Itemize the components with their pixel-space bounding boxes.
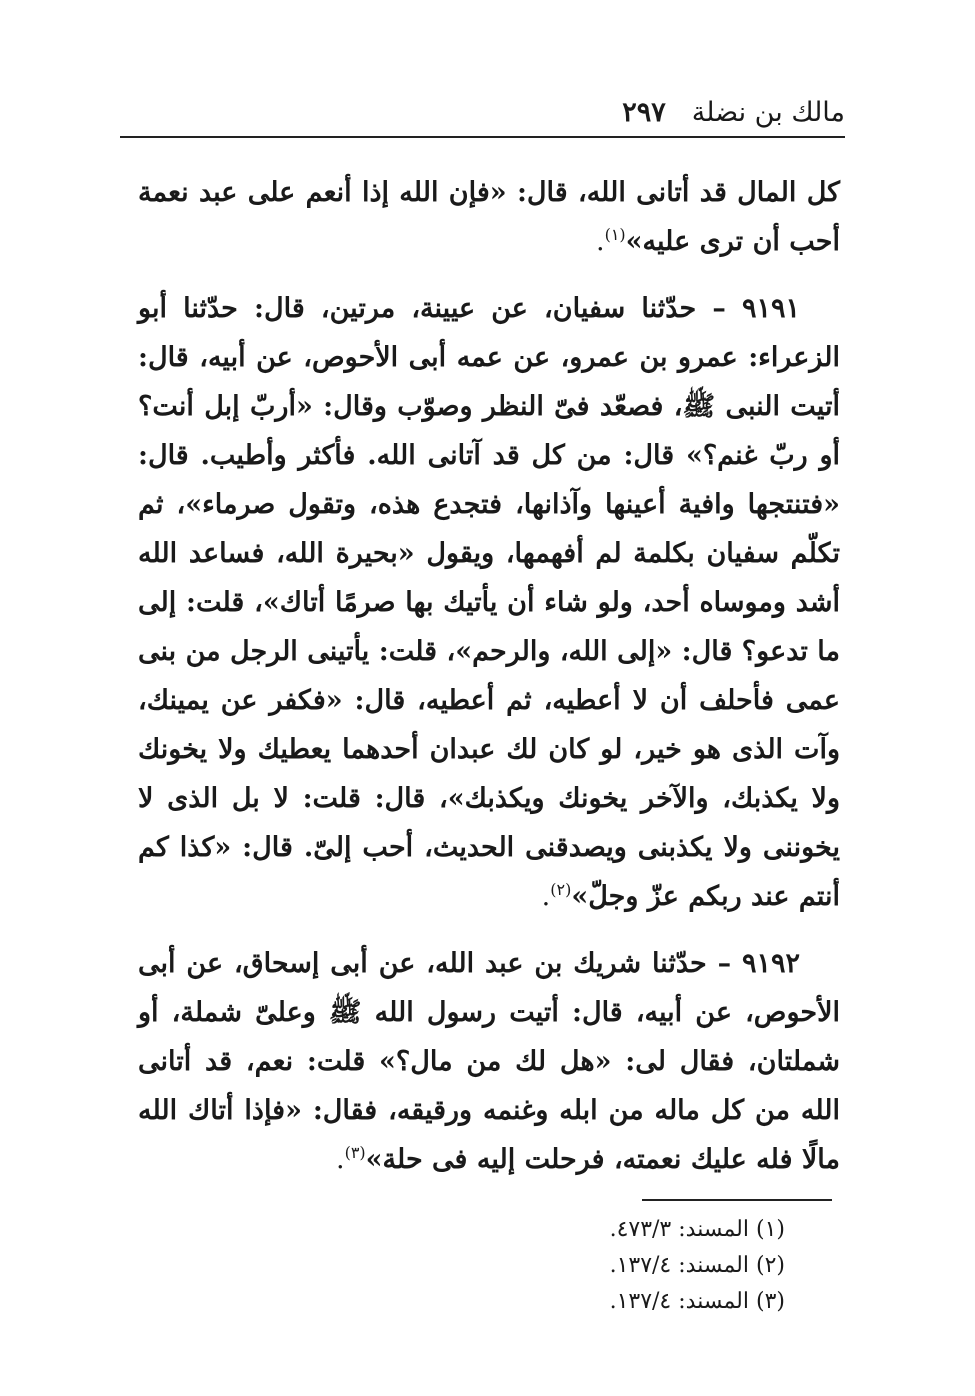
hadith-9191: ٩١٩١ – حدّثنا سفيان، عن عيينة، مرتين، قال: حدّثنا أبو الزعراء: عمرو بن عمرو، عن عمه أبى الأحوص، عن أبيه، قال: أتيت النبى ﷺ، فصعّد فىّ النظر وصوّب وقال: «أربّ إبل أنت؟ أو ربّ غنم؟» قال: من كل قد آتانى الله. فأكثر وأطيب. قال: «فتنتجها وافية أعينها وآذانها، فتجدع هذه، وتقول صرماء»، ثم تكلّم سفيان بكلمة لم أفهمها، ويقول «بحيرة الله، فساعد الله أشد وموساه أحد، ولو شاء أن يأتيك بها صرمًا أتاك»، قلت: إلى ما تدعو؟ قال: «إلى الله، والرحم»، قلت: يأتينى الرجل من بنى عمى فأحلف أن لا أعطيه، ثم أعطيه، قال: «فكفر عن يمينك، وآت الذى هو خير، لو كان لك عبدان أحدهما يعطيك ولا يخونك ولا يكذبك، والآخر يخونك ويكذبك»، قال: قلت: لا بل الذى لا يخوننى ولا يكذبنى ويصدقنى الحديث، أحب إلىّ. قال: «كذا كم أنتم عند ربكم عزّ وجلّ»$^{(٢)}$. — [138, 293, 840, 912]
running-header — [120, 78, 845, 128]
footnote-3: (٣) المسند: ١٣٧/٤. — [609, 1289, 785, 1314]
footnote-1: (١) المسند: ٤٧٣/٣. — [609, 1217, 785, 1242]
footnote-ref: (١) — [604, 225, 626, 244]
hadith-number: ٩١٩١ — [741, 293, 800, 324]
footnote-divider — [642, 1199, 832, 1201]
hadith-number: ٩١٩٢ — [741, 948, 800, 979]
footnotes — [420, 1212, 785, 1320]
footnote-ref: (٣) — [344, 1143, 366, 1162]
paragraph-continuation: كل المال قد أتانى الله، قال: «فإن الله إذا أنعم على عبد نعمة أحب أن ترى عليه»$^{(١)}$. — [138, 177, 840, 257]
header-divider — [120, 136, 845, 138]
hadith-text: – حدّثنا شريك بن عبد الله، عن أبى إسحاق، عن أبى الأحوص، عن أبيه، قال: أتيت رسول الله ﷺ وعلىّ شملة، أو شملتان، فقال لى: «هل لك من مال؟» قلت: نعم، قد أتانى الله من كل ماله من ابله وغنمه ورقيقه، فقال: «فإذا أتاك الله مالًا فله عليك نعمته، فرحلت إليه فى حلة» — [138, 948, 840, 1175]
footnote-ref: (٢) — [550, 880, 572, 899]
main-text — [138, 168, 840, 1202]
footnote-2: (٢) المسند: ١٣٧/٤. — [609, 1253, 785, 1278]
running-title: مالك بن نضلة — [691, 97, 845, 128]
hadith-text: – حدّثنا سفيان، عن عيينة، مرتين، قال: حدّثنا أبو الزعراء: عمرو بن عمرو، عن عمه أبى الأحوص، عن أبيه، قال: أتيت النبى ﷺ، فصعّد فىّ النظر وصوّب وقال: «أربّ إبل أنت؟ أو ربّ غنم؟» قال: من كل قد آتانى الله. فأكثر وأطيب. قال: «فتنتجها وافية أعينها وآذانها، فتجدع هذه، وتقول صرماء»، ثم تكلّم سفيان بكلمة لم أفهمها، ويقول «بحيرة الله، فساعد الله أشد وموساه أحد، ولو شاء أن يأتيك بها صرمًا أتاك»، قلت: إلى ما تدعو؟ قال: «إلى الله، والرحم»، قلت: يأتينى الرجل من بنى عمى فأحلف أن لا أعطيه، ثم أعطيه، قال: «فكفر عن يمينك، وآت الذى هو خير، لو كان لك عبدان أحدهما يعطيك ولا يخونك ولا يكذبك، والآخر يخونك ويكذبك»، قال: قلت: لا بل الذى لا يخوننى ولا يكذبنى ويصدقنى الحديث، أحب إلىّ. قال: «كذا كم أنتم عند ربكم عزّ وجلّ» — [138, 293, 840, 912]
paragraph-text: كل المال قد أتانى الله، قال: «فإن الله إذا أنعم على عبد نعمة أحب أن ترى عليه» — [138, 177, 840, 257]
hadith-9192: ٩١٩٢ – حدّثنا شريك بن عبد الله، عن أبى إسحاق، عن أبى الأحوص، عن أبيه، قال: أتيت رسول الله ﷺ وعلىّ شملة، أو شملتان، فقال لى: «هل لك من مال؟» قلت: نعم، قد أتانى الله من كل ماله من ابله وغنمه ورقيقه، فقال: «فإذا أتاك الله مالًا فله عليك نعمته، فرحلت إليه فى حلة»$^{(٣)}$. — [138, 948, 840, 1175]
page-number: ٢٩٧ — [622, 97, 666, 128]
